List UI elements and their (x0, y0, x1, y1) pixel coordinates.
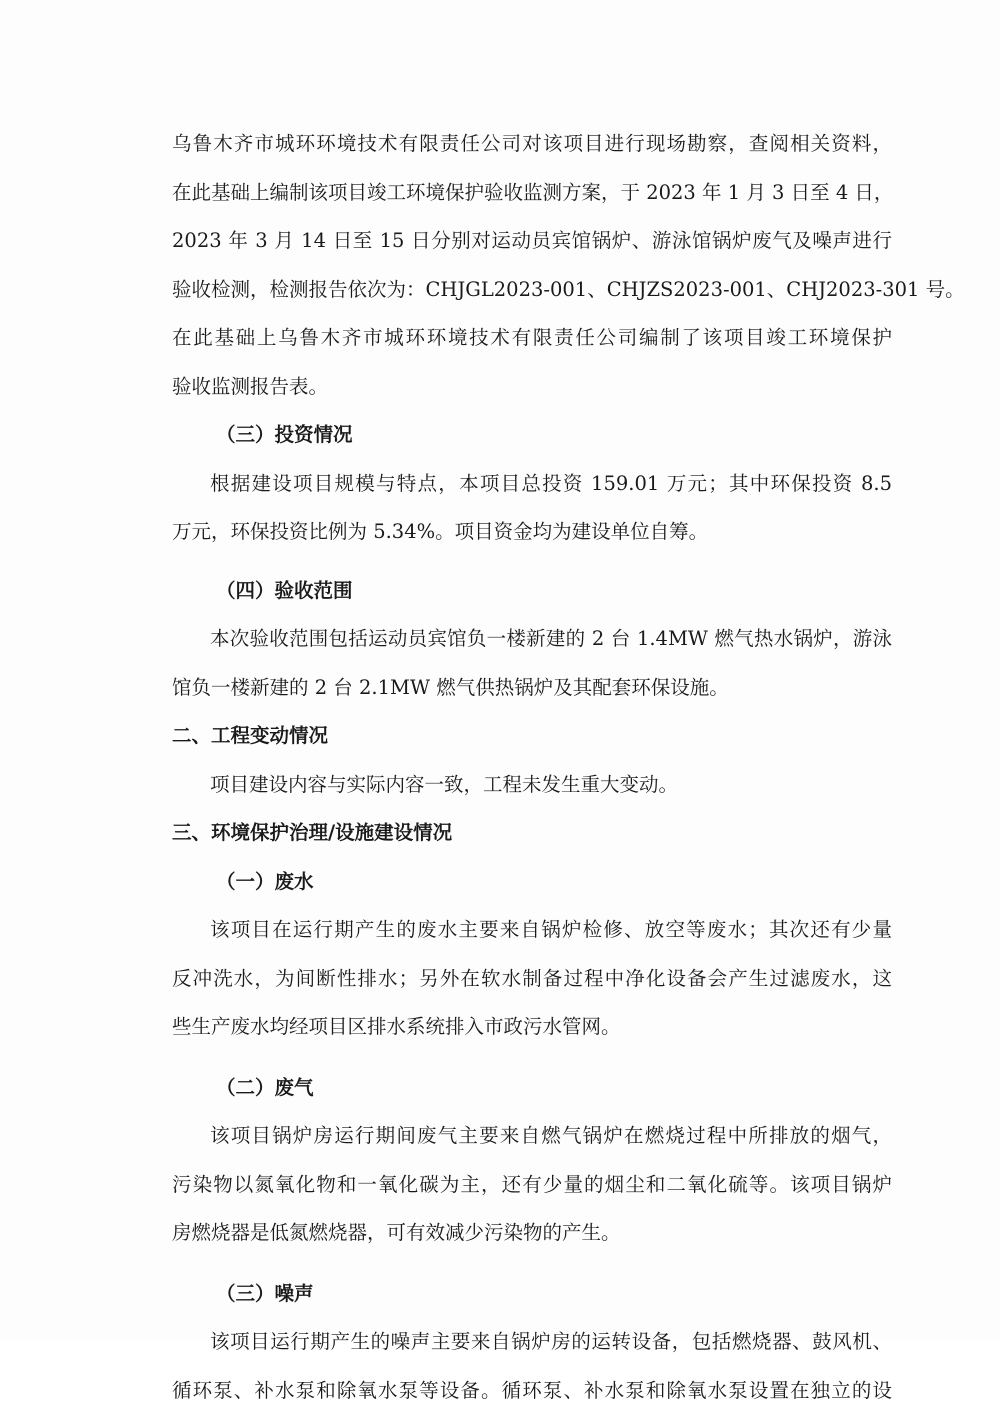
heading-investment: （三）投资情况 (172, 411, 892, 460)
text-line: 项目建设内容与实际内容一致，工程未发生重大变动。 (172, 761, 892, 810)
waste-gas-paragraph (172, 1112, 892, 1258)
text-line: 房燃烧器是低氮燃烧器，可有效减少污染物的产生。 (172, 1209, 892, 1258)
heading-waste-gas: （二）废气 (172, 1064, 892, 1113)
intro-paragraph (172, 120, 892, 411)
text-line: 该项目在运行期产生的废水主要来自锅炉检修、放空等废水；其次还有少量 (172, 906, 892, 955)
text-line: 在此基础上乌鲁木齐市城环环境技术有限责任公司编制了该项目竣工环境保护 (172, 314, 892, 363)
text-line: 污染物以氮氧化物和一氧化碳为主，还有少量的烟尘和二氧化硫等。该项目锅炉 (172, 1161, 892, 1210)
heading-changes: 二、工程变动情况 (172, 712, 892, 761)
spacer (172, 1052, 892, 1064)
text-line: 反冲洗水，为间断性排水；另外在软水制备过程中净化设备会产生过滤废水，这 (172, 955, 892, 1004)
text-line: 馆负一楼新建的 2 台 2.1MW 燃气供热锅炉及其配套环保设施。 (172, 664, 892, 713)
heading-scope: （四）验收范围 (172, 567, 892, 616)
document-body (172, 120, 892, 1415)
heading-noise: （三）噪声 (172, 1270, 892, 1319)
text-line: 万元，环保投资比例为 5.34%。项目资金均为建设单位自筹。 (172, 508, 892, 557)
text-line: 些生产废水均经项目区排水系统排入市政污水管网。 (172, 1003, 892, 1052)
text-line: 该项目锅炉房运行期间废气主要来自燃气锅炉在燃烧过程中所排放的烟气， (172, 1112, 892, 1161)
text-line: 本次验收范围包括运动员宾馆负一楼新建的 2 台 1.4MW 燃气热水锅炉，游泳 (172, 615, 892, 664)
changes-paragraph (172, 761, 892, 810)
text-line: 2023 年 3 月 14 日至 15 日分别对运动员宾馆锅炉、游泳馆锅炉废气及噪声进行 (172, 217, 892, 266)
scope-paragraph (172, 615, 892, 712)
text-line: 循环泵、补水泵和除氧水泵等设备。循环泵、补水泵和除氧水泵设置在独立的设 (172, 1367, 892, 1415)
text-line: 乌鲁木齐市城环环境技术有限责任公司对该项目进行现场勘察，查阅相关资料， (172, 120, 892, 169)
wastewater-paragraph (172, 906, 892, 1052)
spacer (172, 1258, 892, 1270)
noise-paragraph (172, 1318, 892, 1415)
text-line: 验收检测，检测报告依次为：CHJGL2023-001、CHJZS2023-001、CHJ2023-301 号。 (172, 266, 892, 315)
text-line: 该项目运行期产生的噪声主要来自锅炉房的运转设备，包括燃烧器、鼓风机、 (172, 1318, 892, 1367)
heading-wastewater: （一）废水 (172, 858, 892, 907)
text-line: 验收监测报告表。 (172, 363, 892, 412)
text-line: 根据建设项目规模与特点，本项目总投资 159.01 万元；其中环保投资 8.5 (172, 460, 892, 509)
heading-environment: 三、环境保护治理/设施建设情况 (172, 809, 892, 858)
spacer (172, 557, 892, 567)
text-line: 在此基础上编制该项目竣工环境保护验收监测方案，于 2023 年 1 月 3 日至 4 日， (172, 169, 892, 218)
investment-paragraph (172, 460, 892, 557)
